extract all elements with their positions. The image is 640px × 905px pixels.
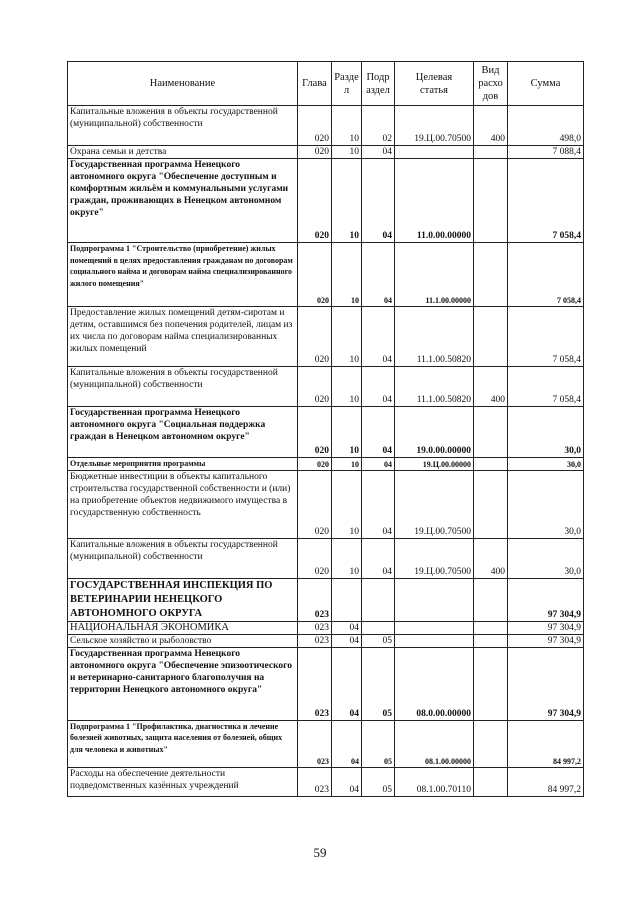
row-razdel: 10 bbox=[332, 159, 362, 243]
row-vid bbox=[474, 720, 508, 767]
row-razdel: 04 bbox=[332, 634, 362, 647]
row-target: 11.1.00.00000 bbox=[395, 243, 474, 307]
table-row bbox=[68, 146, 584, 159]
row-glava: 020 bbox=[298, 367, 332, 407]
row-podrazdel: 04 bbox=[362, 146, 395, 159]
table-row bbox=[68, 470, 584, 538]
table-row bbox=[68, 634, 584, 647]
row-name: Государственная программа Ненецкого автономного округа "Социальная поддержка граждан в Ненецком автономном округе" bbox=[68, 407, 298, 458]
table-row bbox=[68, 367, 584, 407]
row-glava: 020 bbox=[298, 243, 332, 307]
row-glava: 020 bbox=[298, 538, 332, 578]
row-sum: 7 058,4 bbox=[508, 367, 584, 407]
row-glava: 023 bbox=[298, 578, 332, 621]
row-name: Бюджетные инвестиции в объекты капитального строительства государственной собственности и (или) на приобретение объектов недвижимого имущества в государственную собственность bbox=[68, 470, 298, 538]
row-glava: 020 bbox=[298, 407, 332, 458]
row-vid bbox=[474, 307, 508, 367]
row-glava: 023 bbox=[298, 720, 332, 767]
row-sum: 97 304,9 bbox=[508, 634, 584, 647]
row-target: 11.0.00.00000 bbox=[395, 159, 474, 243]
row-name: Расходы на обеспечение деятельности подведомственных казённых учреждений bbox=[68, 767, 298, 796]
row-podrazdel: 05 bbox=[362, 647, 395, 720]
row-target bbox=[395, 634, 474, 647]
row-vid bbox=[474, 621, 508, 634]
row-name: Сельское хозяйство и рыболовство bbox=[68, 634, 298, 647]
table-row bbox=[68, 647, 584, 720]
row-target: 11.1.00.50820 bbox=[395, 367, 474, 407]
row-name: ГОСУДАРСТВЕННАЯ ИНСПЕКЦИЯ ПО ВЕТЕРИНАРИИ НЕНЕЦКОГО АВТОНОМНОГО ОКРУГА bbox=[68, 578, 298, 621]
row-vid bbox=[474, 470, 508, 538]
budget-table bbox=[67, 61, 584, 797]
row-podrazdel: 04 bbox=[362, 243, 395, 307]
row-name: Охрана семьи и детства bbox=[68, 146, 298, 159]
row-vid bbox=[474, 407, 508, 458]
row-vid bbox=[474, 159, 508, 243]
row-razdel: 04 bbox=[332, 720, 362, 767]
header-name: Наименование bbox=[68, 62, 298, 106]
row-name: Капитальные вложения в объекты государственной (муниципальной) собственности bbox=[68, 538, 298, 578]
row-vid bbox=[474, 647, 508, 720]
row-vid: 400 bbox=[474, 106, 508, 146]
table-row bbox=[68, 458, 584, 471]
row-razdel: 04 bbox=[332, 767, 362, 796]
table-row bbox=[68, 621, 584, 634]
row-razdel: 10 bbox=[332, 243, 362, 307]
row-podrazdel: 05 bbox=[362, 634, 395, 647]
header-glava: Глава bbox=[298, 62, 332, 106]
row-sum: 30,0 bbox=[508, 470, 584, 538]
row-target: 19.Ц.00.70500 bbox=[395, 538, 474, 578]
row-vid bbox=[474, 634, 508, 647]
row-glava: 020 bbox=[298, 146, 332, 159]
row-name: Государственная программа Ненецкого автономного округа "Обеспечение эпизоотического и ветеринарно-санитарного благополучия на территории Ненецкого автономного округа" bbox=[68, 647, 298, 720]
header-vid: Вид расхо дов bbox=[474, 62, 508, 106]
header-sum: Сумма bbox=[508, 62, 584, 106]
table-row bbox=[68, 106, 584, 146]
page-number: 59 bbox=[313, 845, 327, 860]
row-podrazdel: 04 bbox=[362, 538, 395, 578]
row-razdel: 10 bbox=[332, 538, 362, 578]
row-vid bbox=[474, 767, 508, 796]
row-sum: 498,0 bbox=[508, 106, 584, 146]
table-row bbox=[68, 407, 584, 458]
row-razdel: 10 bbox=[332, 307, 362, 367]
row-podrazdel: 04 bbox=[362, 159, 395, 243]
row-target bbox=[395, 621, 474, 634]
row-sum: 84 997,2 bbox=[508, 720, 584, 767]
row-sum: 97 304,9 bbox=[508, 647, 584, 720]
row-name: Капитальные вложения в объекты государственной (муниципальной) собственности bbox=[68, 106, 298, 146]
header-podrazdel: Подр аздел bbox=[362, 62, 395, 106]
row-vid: 400 bbox=[474, 367, 508, 407]
row-razdel: 10 bbox=[332, 407, 362, 458]
row-sum: 97 304,9 bbox=[508, 578, 584, 621]
row-razdel: 10 bbox=[332, 470, 362, 538]
row-glava: 020 bbox=[298, 307, 332, 367]
table-row bbox=[68, 243, 584, 307]
row-podrazdel: 05 bbox=[362, 720, 395, 767]
table-row bbox=[68, 307, 584, 367]
row-target bbox=[395, 146, 474, 159]
row-podrazdel: 04 bbox=[362, 407, 395, 458]
row-name: Государственная программа Ненецкого автономного округа "Обеспечение доступным и комфортным жильём и коммунальными услугами граждан, проживающих в Ненецком автономном округе" bbox=[68, 159, 298, 243]
row-vid bbox=[474, 578, 508, 621]
row-podrazdel: 04 bbox=[362, 470, 395, 538]
row-glava: 020 bbox=[298, 470, 332, 538]
header-target: Целевая статья bbox=[395, 62, 474, 106]
row-target: 19.Ц.00.70500 bbox=[395, 106, 474, 146]
table-row bbox=[68, 538, 584, 578]
row-podrazdel: 04 bbox=[362, 458, 395, 471]
table-header-row bbox=[68, 62, 584, 106]
row-sum: 7 058,4 bbox=[508, 159, 584, 243]
row-name: Капитальные вложения в объекты государственной (муниципальной) собственности bbox=[68, 367, 298, 407]
row-podrazdel: 05 bbox=[362, 767, 395, 796]
row-podrazdel: 04 bbox=[362, 367, 395, 407]
row-sum: 7 058,4 bbox=[508, 243, 584, 307]
row-glava: 020 bbox=[298, 458, 332, 471]
row-target: 19.Ц.00.70500 bbox=[395, 470, 474, 538]
row-target bbox=[395, 578, 474, 621]
row-name: Предоставление жилых помещений детям-сиротам и детям, оставшимся без попечения родителей, лицам из их числа по договорам найма специализированных жилых помещений bbox=[68, 307, 298, 367]
row-sum: 7 058,4 bbox=[508, 307, 584, 367]
row-target: 11.1.00.50820 bbox=[395, 307, 474, 367]
row-podrazdel: 02 bbox=[362, 106, 395, 146]
row-podrazdel bbox=[362, 578, 395, 621]
row-target: 08.1.00.00000 bbox=[395, 720, 474, 767]
row-name: Подпрограмма 1 "Профилактика, диагностика и лечение болезней животных, защита населения от болезней, общих для человека и животных" bbox=[68, 720, 298, 767]
row-target: 19.Ц.00.00000 bbox=[395, 458, 474, 471]
row-sum: 30,0 bbox=[508, 458, 584, 471]
row-glava: 020 bbox=[298, 106, 332, 146]
table-row bbox=[68, 578, 584, 621]
row-name: Подпрограмма 1 "Строительство (приобретение) жилых помещений в целях предоставления гражданам по договорам социального найма и договорам найма специализированного жилого помещения" bbox=[68, 243, 298, 307]
row-target: 08.1.00.70110 bbox=[395, 767, 474, 796]
row-razdel: 04 bbox=[332, 647, 362, 720]
row-glava: 023 bbox=[298, 767, 332, 796]
table-row bbox=[68, 159, 584, 243]
row-target: 08.0.00.00000 bbox=[395, 647, 474, 720]
row-vid bbox=[474, 458, 508, 471]
row-razdel: 10 bbox=[332, 367, 362, 407]
row-glava: 023 bbox=[298, 621, 332, 634]
row-vid: 400 bbox=[474, 538, 508, 578]
row-podrazdel: 04 bbox=[362, 307, 395, 367]
row-target: 19.0.00.00000 bbox=[395, 407, 474, 458]
row-sum: 97 304,9 bbox=[508, 621, 584, 634]
row-glava: 023 bbox=[298, 634, 332, 647]
row-razdel: 10 bbox=[332, 458, 362, 471]
row-razdel: 10 bbox=[332, 106, 362, 146]
table-row bbox=[68, 720, 584, 767]
row-vid bbox=[474, 146, 508, 159]
row-name: Отдельные мероприятия программы bbox=[68, 458, 298, 471]
row-glava: 023 bbox=[298, 647, 332, 720]
row-sum: 30,0 bbox=[508, 407, 584, 458]
row-sum: 84 997,2 bbox=[508, 767, 584, 796]
row-razdel bbox=[332, 578, 362, 621]
row-glava: 020 bbox=[298, 159, 332, 243]
table-row bbox=[68, 767, 584, 796]
row-vid bbox=[474, 243, 508, 307]
row-name: НАЦИОНАЛЬНАЯ ЭКОНОМИКА bbox=[68, 621, 298, 634]
row-sum: 30,0 bbox=[508, 538, 584, 578]
header-razdel: Разде л bbox=[332, 62, 362, 106]
row-razdel: 10 bbox=[332, 146, 362, 159]
row-sum: 7 088,4 bbox=[508, 146, 584, 159]
row-podrazdel bbox=[362, 621, 395, 634]
row-razdel: 04 bbox=[332, 621, 362, 634]
